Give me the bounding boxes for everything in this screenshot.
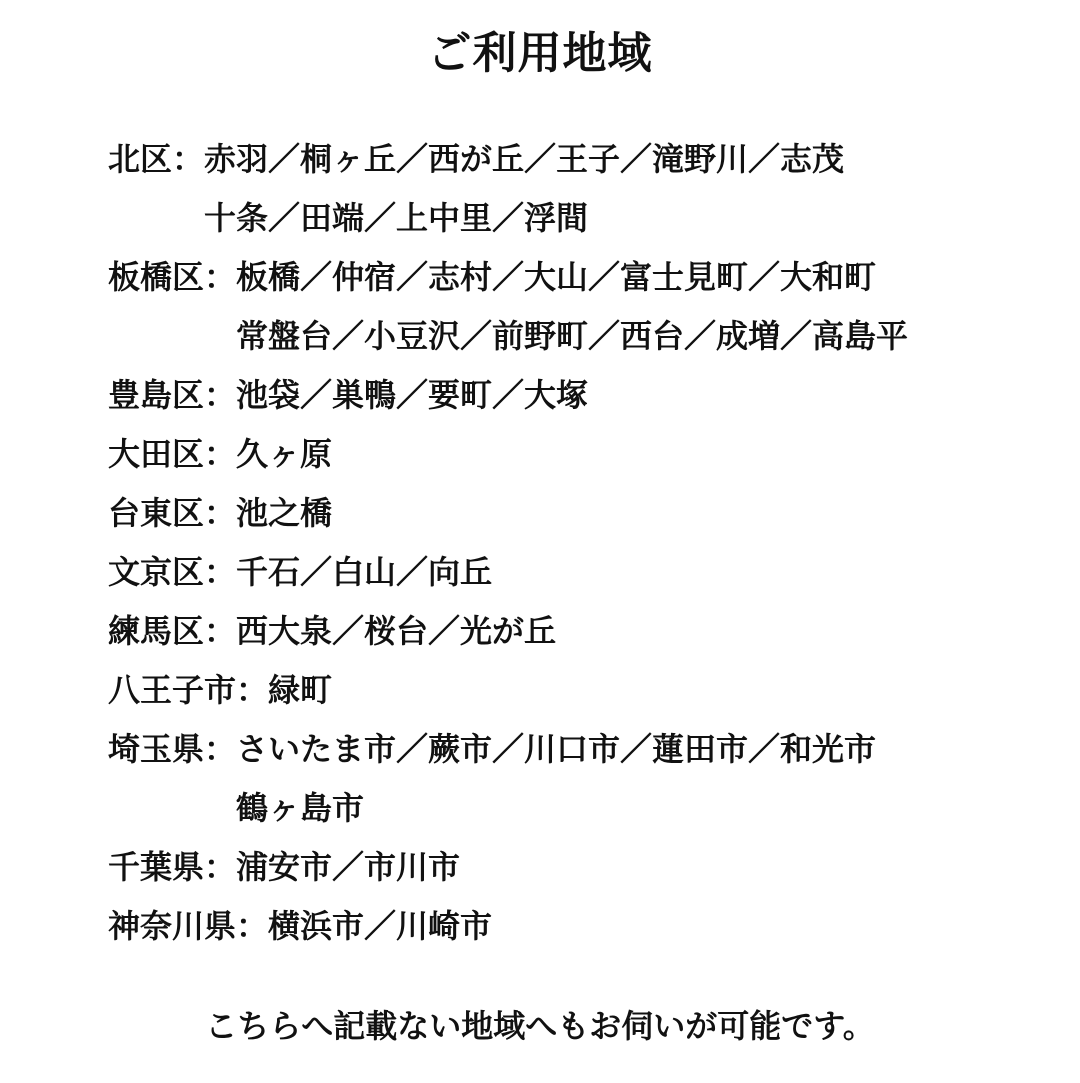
place-list xyxy=(236,366,588,425)
place-list xyxy=(236,425,332,484)
region-label: 文京区： xyxy=(108,553,237,591)
place-list xyxy=(236,838,460,897)
area-row-saitama xyxy=(108,720,1068,838)
region-label: 台東区： xyxy=(108,494,237,532)
area-row-kita xyxy=(108,130,1068,248)
place-list xyxy=(204,130,844,248)
area-row-kanagawa xyxy=(108,897,1068,956)
place-list xyxy=(236,602,556,661)
region-label: 練馬区： xyxy=(108,612,237,650)
place-list xyxy=(268,661,332,720)
region-label: 八王子市： xyxy=(108,671,269,709)
area-row-taito xyxy=(108,484,1068,543)
region-label: 豊島区： xyxy=(108,376,237,414)
place-line: 板橋／仲宿／志村／大山／富士見町／大和町 xyxy=(236,258,877,296)
region-label: 神奈川県： xyxy=(108,907,269,945)
area-row-hachioji xyxy=(108,661,1068,720)
footer-note: こちらへ記載ない地域へもお伺いが可能です。 xyxy=(205,1007,875,1045)
region-label: 板橋区： xyxy=(108,258,237,296)
place-line: 緑町 xyxy=(268,671,333,709)
place-list xyxy=(236,484,332,543)
place-list xyxy=(236,720,876,838)
place-list xyxy=(236,543,492,602)
page-title: ご利用地域 xyxy=(427,28,653,79)
region-label: 北区： xyxy=(108,140,205,178)
place-line: 赤羽／桐ヶ丘／西が丘／王子／滝野川／志茂 xyxy=(204,140,845,178)
place-line: 西大泉／桜台／光が丘 xyxy=(236,612,557,650)
area-row-ota xyxy=(108,425,1068,484)
place-line: 横浜市／川崎市 xyxy=(268,907,493,945)
area-row-itabashi xyxy=(108,248,1068,366)
place-list xyxy=(236,248,908,366)
area-row-chiba xyxy=(108,838,1068,897)
place-line: 久ヶ原 xyxy=(236,435,333,473)
place-line: 十条／田端／上中里／浮間 xyxy=(204,199,589,237)
place-line: 鶴ヶ島市 xyxy=(236,789,365,827)
area-row-toshima xyxy=(108,366,1068,425)
region-label: 大田区： xyxy=(108,435,237,473)
place-line: 浦安市／市川市 xyxy=(236,848,461,886)
place-line: さいたま市／蕨市／川口市／蓮田市／和光市 xyxy=(236,730,877,768)
service-area-list xyxy=(108,130,1068,956)
place-line: 池之橋 xyxy=(236,494,333,532)
area-row-bunkyo xyxy=(108,543,1068,602)
region-label: 埼玉県： xyxy=(108,730,237,768)
place-line: 池袋／巣鴨／要町／大塚 xyxy=(236,376,589,414)
place-line: 千石／白山／向丘 xyxy=(236,553,493,591)
region-label: 千葉県： xyxy=(108,848,237,886)
area-row-nerima xyxy=(108,602,1068,661)
place-line: 常盤台／小豆沢／前野町／西台／成増／高島平 xyxy=(236,317,909,355)
place-list xyxy=(268,897,492,956)
